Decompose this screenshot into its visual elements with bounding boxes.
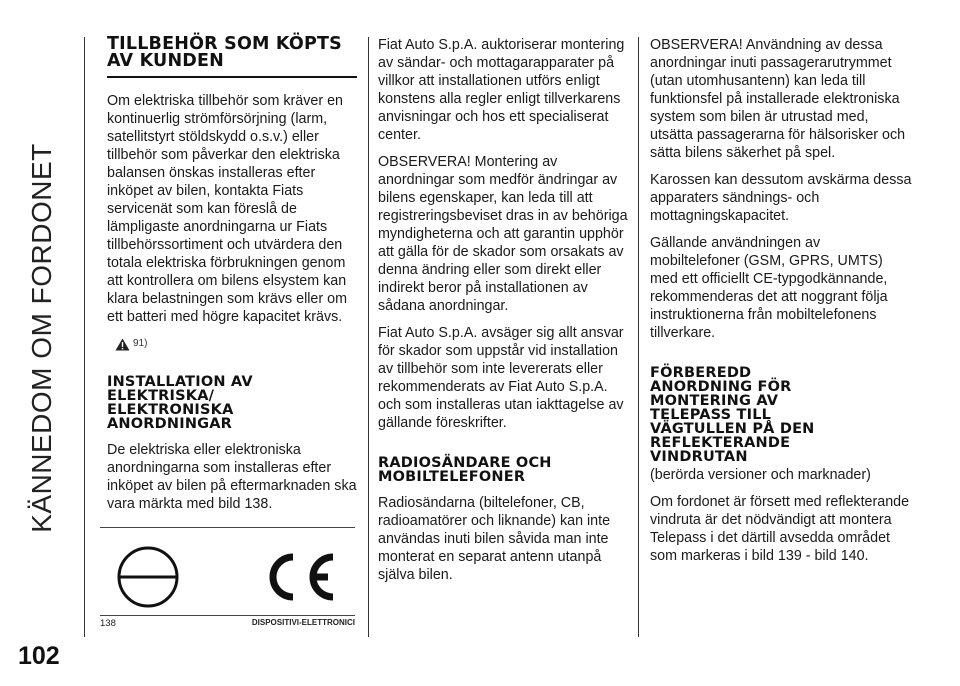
figure-bottom-rule (100, 615, 355, 616)
figure-caption (100, 618, 355, 629)
ce-mark-symbol (273, 557, 333, 597)
column-3 (650, 36, 912, 574)
page-number: 102 (18, 642, 60, 670)
heading-radio-transmitters: RADIOSÄNDARE OCH MOBILTELEFONER (378, 455, 552, 485)
figure-number: 138 (100, 618, 116, 629)
paragraph: Gällande användningen av mobiltelefoner (GSM, GPRS, UMTS) med ett officiellt CE-typgodkännande, rekommenderas det att noggrant följa instruktionerna från mobiltelefonens tillverkare. (650, 235, 888, 341)
paragraph: Fiat Auto S.p.A. auktoriserar montering av sändar- och mottagarapparater på villkor att installationen utförs enligt konstens alla regler enligt tillverkarens anvisningar och hos ett specialiserat center. (378, 37, 625, 143)
figure-tag: DISPOSITIVI-ELETTRONICI (251, 618, 355, 627)
paragraph: Fiat Auto S.p.A. avsäger sig allt ansvar för skador som uppstår vid installation av tillbehör som inte levererats eller rekommenderats av Fiat Auto S.p.A. och som installeras utan iakttagelse av gällande föreskrifter. (378, 325, 624, 431)
e-mark-and-ce-mark (100, 531, 355, 617)
paragraph: Om elektriska tillbehör som kräver en kontinuerlig strömförsörjning (larm, satellitstyrt stöldskydd o.s.v.) eller tillbehör som påverkar den elektriska balansen önskas installeras efter inköpet av bilen, kontakta Fiats servicenät som kan föreslå de lämpligaste anordningarna ur Fiats tillbehörssortiment och utvärdera den totala elektriska förbrukningen genom att kontrollera om bilens elsystem kan klara belastningen som krävs eller om ett batteri med högre kapacitet krävs. (107, 93, 347, 325)
figure-top-rule (100, 527, 355, 528)
paragraph: De elektriska eller elektroniska anordningarna som installeras efter inköpet av bilen på eftermarknaden ska vara märkta med bild 138. (107, 442, 357, 512)
subheading: (berörda versioner och marknader) (650, 467, 871, 483)
paragraph: Om fordonet är försett med reflekterande vindruta är det nödvändigt att montera Telepass i det därtill avsedda området som markeras i bild 139 - bild 140. (650, 494, 910, 564)
paragraph: Karossen kan dessutom avskärma dessa apparaters sändnings- och mottagningskapacitet. (650, 172, 912, 224)
figure-138 (100, 527, 355, 633)
section-title-vertical: KÄNNEDOM OM FORDONET (26, 143, 57, 533)
column-divider (84, 37, 85, 637)
column-divider (638, 37, 639, 637)
paragraph: OBSERVERA! Montering av anordningar som medför ändringar av bilens egenskaper, kan leda till att registreringsbeviset dras in av behöriga myndigheterna och att garantin upphör att gälla för de skador som orsakats av denna ändring eller som direkt eller indirekt beror på installationen av sådana anordningar. (378, 154, 628, 314)
column-1 (107, 36, 362, 522)
paragraph: Radiosändarna (biltelefoner, CB, radioamatörer och liknande) kan inte användas inuti bilen såvida man inte monterat en separat antenn utanpå själva bilen. (378, 495, 611, 583)
warning-reference (115, 335, 362, 353)
heading-telepass: FÖRBEREDD ANORDNING FÖR MONTERING AV TELEPASS TILL VÄGTULLEN PÅ DEN REFLEKTERANDE VINDRUTAN (650, 365, 815, 465)
heading-underline (107, 76, 357, 78)
warning-ref-number: 91) (133, 338, 148, 349)
heading-installation: INSTALLATION AV ELEKTRISKA/ ELEKTRONISKA ANORDNINGAR (107, 374, 253, 432)
column-2 (378, 36, 630, 593)
heading-accessories: TILLBEHÖR SOM KÖPTS AV KUNDEN (107, 34, 342, 71)
column-divider (368, 37, 369, 637)
warning-icon (115, 338, 130, 351)
paragraph: OBSERVERA! Användning av dessa anordningar inuti passagerarutrymmet (utan utomhusantenn) kan leda till funktionsfel på installerade elektroniska system som bilen är utrustad med, utsätta passagerarna för hälsorisker och sätta bilens säkerhet på spel. (650, 37, 906, 161)
e-mark-symbol (119, 548, 177, 606)
